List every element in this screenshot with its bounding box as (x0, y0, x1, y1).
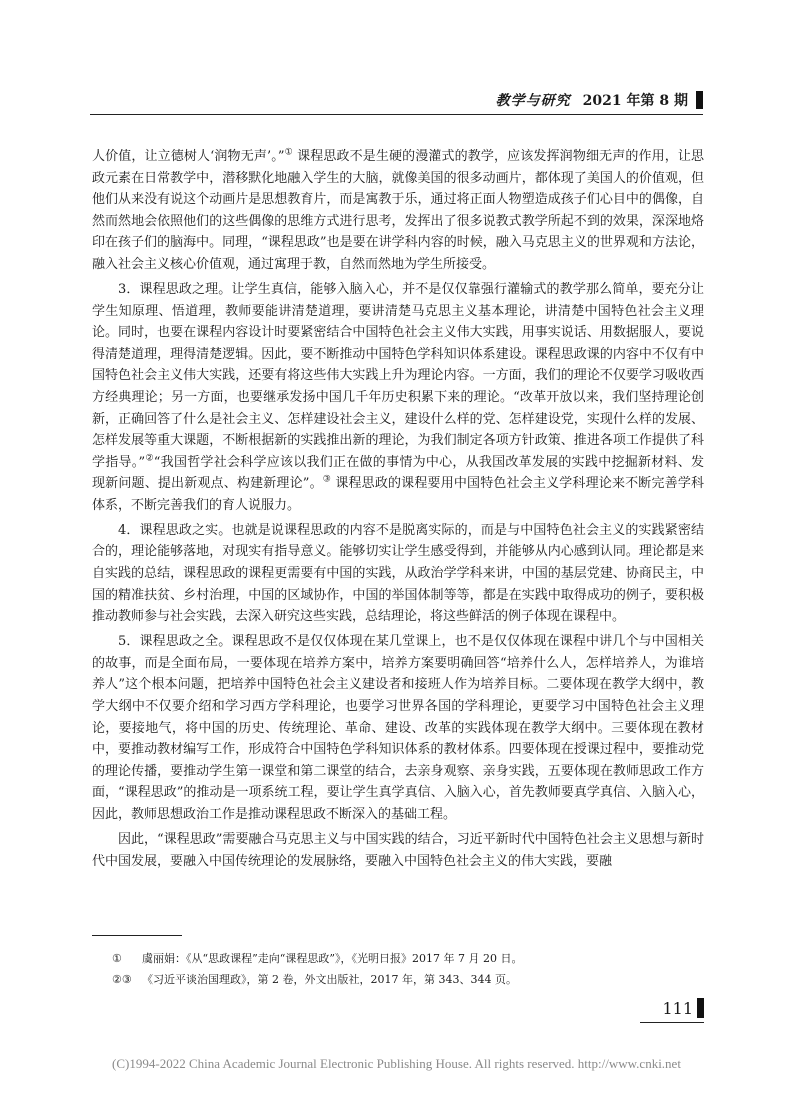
paragraph-4: 5．课程思政之全。课程思政不是仅仅体现在某几堂课上，也不是仅仅体现在课程中讲几个与中国相关的故事，而是全面布局，一要体现在培养方案中，培养方案要明确回答“培养什么人，怎样培养人，为谁培养人”这个根本问题，把培养中国特色社会主义建设者和接班人作为培养目标。二要体现在教学大纲中，教学大纲中不仅要介绍和学习西方学科理论，也要学习世界各国的学科理论，更要学习中国特色社会主义理论，要接地气，将中国的历史、传统理论、革命、建设、改革的实践体现在教学大纲中。三要体现在教材中，要推动教材编写工作，形成符合中国特色学科知识体系的教材体系。四要体现在授课过程中，要推动党的理论传播，要推动学生第一课堂和第二课堂的结合，去亲身观察、亲身实践，五要体现在教师思政工作方面，“课程思政”的推动是一项系统工程，要让学生真学真信、入脑入心，首先教师要真学真信、入脑入心，因此，教师思想政治工作是推动课程思政不断深入的基础工程。 (92, 634, 704, 822)
footnote-mark: ① (112, 952, 122, 965)
footnotes (112, 948, 702, 990)
page-bar-mark (697, 998, 704, 1018)
footnote-2 (112, 969, 702, 990)
journal-name: 教学与研究 (495, 93, 571, 109)
article-body (92, 146, 704, 876)
footnote-text: 《习近平谈治国理政》，第 2 卷，外文出版社，2017 年，第 343、344 页。 (142, 973, 517, 986)
footnote-1 (112, 948, 702, 969)
paragraph-3: 4．课程思政之实。也就是说课程思政的内容不是脱离实际的，而是与中国特色社会主义的实践紧密结合的，理论能够落地，对现实有指导意义。能够切实让学生感受得到，并能够从内心感到认同。理论都是来自实践的总结，课程思政的课程更需要有中国的实践，从政治学学科来讲，中国的基层党建、协商民主，中国的精准扶贫、乡村治理，中国的区域协作，中国的举国体制等等，都是在实践中取得成功的例子，要积极推动教师参与社会实践，去深入研究这些实践，总结理论，将这些鲜活的例子体现在课程中。 (92, 522, 704, 625)
footnote-mark: ②③ (112, 973, 132, 986)
footnote-ref-3[interactable]: ③ (322, 474, 332, 485)
footnote-ref-2[interactable]: ② (145, 453, 154, 464)
footnote-rule (92, 935, 182, 936)
page-number: 111 (662, 998, 693, 1018)
paragraph-1: 人价值，让立德树人‘润物无声’。”① 课程思政不是生硬的漫灌式的教学，应该发挥润物细无声的作用，让思政元素在日常教学中，潜移默化地融入学生的大脑，就像美国的很多动画片，都体现了美国人的价值观，但他们从来没有说这个动画片是思想教育片，而是寓教于乐，通过将正面人物塑造成孩子们心目中的偶像，自然而然地会依照他们的这些偶像的思维方式进行思考，发挥出了很多说教式教学所起不到的效果，深深地烙印在孩子们的脑海中。同理，“课程思政”也是要在讲学科内容的时候，融入马克思主义的世界观和方法论，融入社会主义核心价值观，通过寓理于教，自然而然地为学生所接受。 (92, 147, 704, 272)
issue-label: 2021 年第 8 期 (582, 93, 688, 109)
page-number-rule (640, 1022, 704, 1023)
footnote-ref-1[interactable]: ① (284, 147, 293, 158)
paragraph-2: 3．课程思政之理。让学生真信，能够入脑入心，并不是仅仅靠强行灌输式的教学那么简单，要充分让学生知原理、悟道理，教师要能讲清楚道理，要讲清楚马克思主义基本理论，讲清楚中国特色社会主义理论。同时，也要在课程内容设计时要紧密结合中国特色社会主义伟大实践，用事实说话、用数据服人，要说得清楚道理，理得清楚逻辑。因此，要不断推动中国特色学科知识体系建设。课程思政课的内容中不仅有中国特色社会主义伟大实践，还要有将这些伟大实践上升为理论内容。一方面，我们的理论不仅要学习吸收西方经典理论；另一方面，也要继承发扬中国几千年历史积累下来的理论。“改革开放以来，我们坚持理论创新，正确回答了什么是社会主义、怎样建设社会主义，建设什么样的党、怎样建设党，实现什么样的发展、怎样发展等重大课题，不断根据新的实践推出新的理论，为我们制定各项方针政策、推进各项工作提供了科学指导。”②“我国哲学社会科学应该以我们正在做的事情为中心，从我国改革发展的实践中挖掘新材料、发现新问题、提出新观点、构建新理论”。③ 课程思政的课程要用中国特色社会主义学科理论来不断完善学科体系，不断完善我们的育人说服力。 (92, 281, 704, 513)
footnote-text: 虞丽娟：《从“思政课程”走向“课程思政”》，《光明日报》2017 年 7 月 20 日。 (142, 952, 523, 965)
header-rule (90, 114, 703, 115)
copyright-notice: (C)1994-2022 China Academic Journal Electronic Publishing House. All rights reserved. http://www.cnki.net (112, 1056, 681, 1071)
paragraph-5: 因此，“课程思政”需要融合马克思主义与中国实践的结合，习近平新时代中国特色社会主义思想与新时代中国发展，要融入中国传统理论的发展脉络，要融入中国特色社会主义的伟大实践，要融 (92, 831, 704, 869)
header-bar-mark (696, 91, 703, 109)
page-number-box (640, 996, 704, 1020)
running-header (90, 88, 703, 112)
